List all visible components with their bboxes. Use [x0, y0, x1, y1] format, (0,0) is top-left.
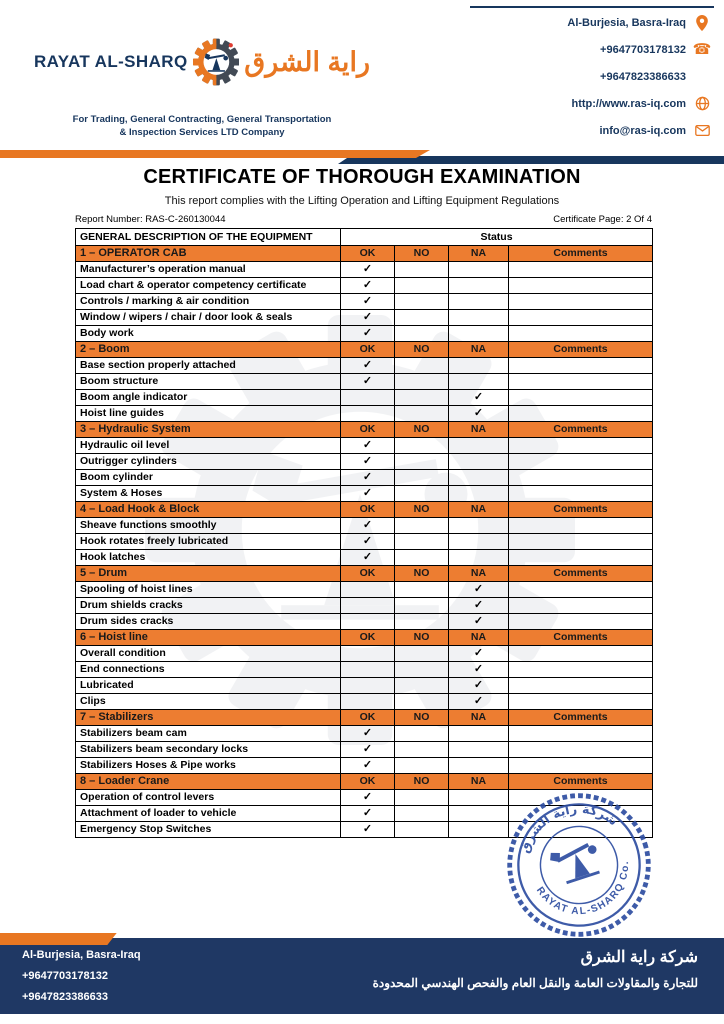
check-cell-ok: ✓ [341, 374, 395, 390]
check-cell-na [449, 470, 509, 486]
column-header-no: NO [395, 246, 449, 262]
checklist-row [76, 454, 653, 470]
checklist-row [76, 742, 653, 758]
check-cell-na [449, 310, 509, 326]
section-title: 1 – OPERATOR CAB [76, 246, 341, 262]
contact-phone-1 [470, 36, 714, 63]
column-header-no: NO [395, 342, 449, 358]
stamp-arabic-text: شركة راية الشرق [516, 800, 621, 855]
item-label: Emergency Stop Switches [76, 822, 341, 838]
check-cell-no [395, 278, 449, 294]
contact-email-text: info@ras-iq.com [599, 124, 686, 137]
checklist-row [76, 806, 653, 822]
check-cell-ok: ✓ [341, 550, 395, 566]
company-tagline [34, 113, 370, 140]
column-header-comments: Comments [509, 246, 653, 262]
company-logo-gear-icon [193, 14, 240, 110]
footer-company-arabic: شركة راية الشرق [580, 949, 698, 966]
footer-address: Al-Burjesia, Basra-Iraq [22, 949, 141, 961]
check-cell-ok: ✓ [341, 758, 395, 774]
footer-phone-2: +9647823386633 [22, 990, 108, 1003]
check-cell-ok: ✓ [341, 470, 395, 486]
contact-website [470, 90, 714, 117]
certificate-page-number: Certificate Page: 2 Of 4 [553, 214, 652, 225]
comment-cell [509, 598, 653, 614]
checklist-row [76, 662, 653, 678]
column-header-no: NO [395, 502, 449, 518]
item-label: Stabilizers beam cam [76, 726, 341, 742]
comment-cell [509, 614, 653, 630]
brand-block [34, 14, 370, 140]
comment-cell [509, 694, 653, 710]
stamp-english-text: RAYAT AL-SHARQ Co. [533, 859, 632, 918]
check-cell-ok: ✓ [341, 294, 395, 310]
check-cell-no [395, 726, 449, 742]
check-cell-no [395, 806, 449, 822]
item-label: Outrigger cylinders [76, 454, 341, 470]
comment-cell [509, 358, 653, 374]
tagline-line-2: & Inspection Services LTD Company [119, 127, 285, 139]
comment-cell [509, 454, 653, 470]
column-header-ok: OK [341, 422, 395, 438]
section-header-row [76, 342, 653, 358]
section-title: 4 – Load Hook & Block [76, 502, 341, 518]
check-cell-na [449, 454, 509, 470]
check-cell-na: ✓ [449, 678, 509, 694]
check-cell-no [395, 790, 449, 806]
comment-cell [509, 758, 653, 774]
check-cell-ok [341, 646, 395, 662]
check-cell-no [395, 374, 449, 390]
column-header-comments: Comments [509, 502, 653, 518]
check-cell-ok: ✓ [341, 358, 395, 374]
column-header-na: NA [449, 566, 509, 582]
check-cell-no [395, 326, 449, 342]
check-cell-no [395, 262, 449, 278]
column-header-ok: OK [341, 710, 395, 726]
checklist-row [76, 310, 653, 326]
item-label: Controls / marking & air condition [76, 294, 341, 310]
column-header-na: NA [449, 422, 509, 438]
location-pin-icon [690, 15, 714, 31]
item-label: Attachment of loader to vehicle [76, 806, 341, 822]
comment-cell [509, 310, 653, 326]
section-title: 2 – Boom [76, 342, 341, 358]
check-cell-ok: ✓ [341, 534, 395, 550]
footer-contact-block [22, 945, 141, 1008]
item-label: End connections [76, 662, 341, 678]
comment-cell [509, 550, 653, 566]
contacts-top-rule [470, 6, 714, 8]
check-cell-na [449, 486, 509, 502]
footer-phone-1: +9647703178132 [22, 969, 108, 982]
checklist-row [76, 262, 653, 278]
column-header-ok: OK [341, 246, 395, 262]
item-label: Spooling of hoist lines [76, 582, 341, 598]
report-meta-line [75, 214, 652, 225]
check-cell-na [449, 726, 509, 742]
check-cell-na [449, 438, 509, 454]
check-cell-no [395, 358, 449, 374]
column-header-comments: Comments [509, 710, 653, 726]
check-cell-no [395, 518, 449, 534]
check-cell-na: ✓ [449, 614, 509, 630]
section-title: 6 – Hoist line [76, 630, 341, 646]
item-label: Boom cylinder [76, 470, 341, 486]
comment-cell [509, 406, 653, 422]
section-header-row [76, 774, 653, 790]
brand-row [34, 14, 370, 110]
check-cell-no [395, 470, 449, 486]
check-cell-ok [341, 390, 395, 406]
contact-address-text: Al-Burjesia, Basra-Iraq [567, 16, 686, 29]
check-cell-na [449, 822, 509, 838]
check-cell-no [395, 454, 449, 470]
check-cell-no [395, 582, 449, 598]
check-cell-no [395, 822, 449, 838]
check-cell-no [395, 406, 449, 422]
comment-cell [509, 806, 653, 822]
page-subtitle: This report complies with the Lifting Operation and Lifting Equipment Regulations [164, 195, 560, 207]
check-cell-ok [341, 582, 395, 598]
check-cell-ok: ✓ [341, 806, 395, 822]
comment-cell [509, 518, 653, 534]
section-header-row [76, 710, 653, 726]
check-cell-na: ✓ [449, 646, 509, 662]
comment-cell [509, 390, 653, 406]
column-header-na: NA [449, 630, 509, 646]
comment-cell [509, 822, 653, 838]
tagline-line-1: For Trading, General Contracting, General Transportation [72, 114, 332, 125]
section-header-row [76, 246, 653, 262]
company-name-english: RAYAT AL-SHARQ [34, 52, 188, 71]
check-cell-no [395, 662, 449, 678]
page-title: CERTIFICATE OF THOROUGH EXAMINATION [143, 166, 581, 188]
item-label: Stabilizers beam secondary locks [76, 742, 341, 758]
comment-cell [509, 262, 653, 278]
check-cell-na [449, 534, 509, 550]
column-header-no: NO [395, 422, 449, 438]
check-cell-ok [341, 598, 395, 614]
column-header-na: NA [449, 246, 509, 262]
check-cell-na [449, 806, 509, 822]
check-cell-no [395, 614, 449, 630]
checklist-row [76, 374, 653, 390]
comment-cell [509, 326, 653, 342]
comment-cell [509, 534, 653, 550]
comment-cell [509, 646, 653, 662]
check-cell-ok: ✓ [341, 486, 395, 502]
check-cell-na [449, 262, 509, 278]
footer-arabic-block [373, 947, 698, 990]
contact-email [470, 117, 714, 144]
column-header-comments: Comments [509, 774, 653, 790]
check-cell-ok: ✓ [341, 262, 395, 278]
table-header-description: GENERAL DESCRIPTION OF THE EQUIPMENT [76, 229, 341, 246]
check-cell-ok: ✓ [341, 438, 395, 454]
item-label: Drum sides cracks [76, 614, 341, 630]
section-title: 8 – Loader Crane [76, 774, 341, 790]
check-cell-no [395, 758, 449, 774]
check-cell-ok [341, 662, 395, 678]
column-header-ok: OK [341, 630, 395, 646]
item-label: Drum shields cracks [76, 598, 341, 614]
check-cell-no [395, 646, 449, 662]
check-cell-ok [341, 694, 395, 710]
item-label: System & Hoses [76, 486, 341, 502]
svg-text:RAYAT AL-SHARQ Co. [533, 857, 644, 931]
globe-icon [690, 96, 714, 111]
item-label: Body work [76, 326, 341, 342]
check-cell-no [395, 486, 449, 502]
item-label: Base section properly attached [76, 358, 341, 374]
checklist-row [76, 438, 653, 454]
check-cell-ok: ✓ [341, 822, 395, 838]
contact-website-text: http://www.ras-iq.com [571, 97, 686, 110]
checklist-row [76, 534, 653, 550]
checklist-row [76, 486, 653, 502]
equipment-checklist-table [75, 228, 653, 838]
column-header-ok: OK [341, 566, 395, 582]
item-label: Manufacturer’s operation manual [76, 262, 341, 278]
section-title: 3 – Hydraulic System [76, 422, 341, 438]
checklist-row [76, 358, 653, 374]
check-cell-no [395, 438, 449, 454]
comment-cell [509, 790, 653, 806]
column-header-ok: OK [341, 774, 395, 790]
check-cell-ok: ✓ [341, 518, 395, 534]
report-number: Report Number: RAS-C-260130044 [75, 214, 226, 225]
checklist-row [76, 790, 653, 806]
checklist-row [76, 598, 653, 614]
check-cell-no [395, 742, 449, 758]
check-cell-no [395, 310, 449, 326]
column-header-ok: OK [341, 502, 395, 518]
check-cell-na [449, 278, 509, 294]
checklist-row [76, 822, 653, 838]
comment-cell [509, 438, 653, 454]
company-name-arabic: راية الشرق [244, 46, 370, 77]
section-header-row [76, 630, 653, 646]
checklist-row [76, 390, 653, 406]
comment-cell [509, 294, 653, 310]
checklist-row [76, 326, 653, 342]
column-header-comments: Comments [509, 630, 653, 646]
check-cell-ok: ✓ [341, 326, 395, 342]
column-header-comments: Comments [509, 342, 653, 358]
item-label: Hydraulic oil level [76, 438, 341, 454]
item-label: Sheave functions smoothly [76, 518, 341, 534]
check-cell-na [449, 550, 509, 566]
checklist-row [76, 294, 653, 310]
check-cell-na [449, 326, 509, 342]
contact-address [470, 9, 714, 36]
check-cell-ok: ✓ [341, 742, 395, 758]
contact-phone2-text: +9647823386633 [600, 70, 686, 83]
footer-description-arabic: للتجارة والمقاولات العامة والنقل العام والفحص الهندسي المحدودة [372, 976, 698, 990]
item-label: Operation of control levers [76, 790, 341, 806]
check-cell-na: ✓ [449, 694, 509, 710]
checklist-row [76, 550, 653, 566]
checklist-row [76, 470, 653, 486]
item-label: Boom structure [76, 374, 341, 390]
checklist-row [76, 518, 653, 534]
check-cell-na [449, 790, 509, 806]
contact-phone1-text: +9647703178132 [600, 43, 686, 56]
comment-cell [509, 678, 653, 694]
check-cell-na: ✓ [449, 598, 509, 614]
comment-cell [509, 486, 653, 502]
section-header-row [76, 422, 653, 438]
check-cell-ok: ✓ [341, 310, 395, 326]
check-cell-na: ✓ [449, 582, 509, 598]
checklist-row [76, 758, 653, 774]
column-header-no: NO [395, 710, 449, 726]
column-header-no: NO [395, 630, 449, 646]
comment-cell [509, 662, 653, 678]
column-header-na: NA [449, 502, 509, 518]
equipment-table-body [76, 246, 653, 838]
column-header-na: NA [449, 774, 509, 790]
check-cell-no [395, 550, 449, 566]
check-cell-ok: ✓ [341, 726, 395, 742]
table-header-row [76, 229, 653, 246]
check-cell-na [449, 742, 509, 758]
check-cell-no [395, 694, 449, 710]
item-label: Hook latches [76, 550, 341, 566]
check-cell-ok: ✓ [341, 278, 395, 294]
check-cell-na: ✓ [449, 390, 509, 406]
comment-cell [509, 278, 653, 294]
check-cell-no [395, 678, 449, 694]
check-cell-ok [341, 678, 395, 694]
column-header-na: NA [449, 342, 509, 358]
check-cell-ok: ✓ [341, 790, 395, 806]
column-header-no: NO [395, 774, 449, 790]
check-cell-na: ✓ [449, 662, 509, 678]
mail-icon [690, 125, 714, 136]
check-cell-na: ✓ [449, 406, 509, 422]
checklist-row [76, 726, 653, 742]
section-header-row [76, 502, 653, 518]
comment-cell [509, 470, 653, 486]
footer-orange-accent [0, 933, 117, 945]
checklist-row [76, 278, 653, 294]
stamp-oil-pump-icon [548, 839, 604, 887]
checklist-row [76, 406, 653, 422]
comment-cell [509, 726, 653, 742]
section-title: 7 – Stabilizers [76, 710, 341, 726]
item-label: Overall condition [76, 646, 341, 662]
check-cell-na [449, 758, 509, 774]
check-cell-na [449, 294, 509, 310]
column-header-no: NO [395, 566, 449, 582]
logo-red-dot [228, 43, 232, 47]
checklist-row [76, 582, 653, 598]
item-label: Boom angle indicator [76, 390, 341, 406]
column-header-na: NA [449, 710, 509, 726]
item-label: Hoist line guides [76, 406, 341, 422]
column-header-comments: Comments [509, 422, 653, 438]
footer [0, 938, 724, 1014]
comment-cell [509, 742, 653, 758]
checklist-row [76, 694, 653, 710]
item-label: Load chart & operator competency certificate [76, 278, 341, 294]
check-cell-na [449, 374, 509, 390]
item-label: Window / wipers / chair / door look & seals [76, 310, 341, 326]
item-label: Clips [76, 694, 341, 710]
check-cell-ok [341, 614, 395, 630]
section-title: 5 – Drum [76, 566, 341, 582]
checklist-row [76, 678, 653, 694]
check-cell-no [395, 534, 449, 550]
header-divider-orange [0, 150, 430, 158]
check-cell-no [395, 390, 449, 406]
column-header-ok: OK [341, 342, 395, 358]
check-cell-na [449, 358, 509, 374]
item-label: Lubricated [76, 678, 341, 694]
check-cell-no [395, 294, 449, 310]
check-cell-ok [341, 406, 395, 422]
check-cell-no [395, 598, 449, 614]
checklist-row [76, 614, 653, 630]
check-cell-ok: ✓ [341, 454, 395, 470]
table-header-status: Status [341, 229, 653, 246]
column-header-comments: Comments [509, 566, 653, 582]
contact-phone-2 [470, 63, 714, 90]
comment-cell [509, 582, 653, 598]
comment-cell [509, 374, 653, 390]
contact-block [470, 6, 714, 144]
phone-icon: ☎ [692, 41, 712, 58]
section-header-row [76, 566, 653, 582]
item-label: Stabilizers Hoses & Pipe works [76, 758, 341, 774]
item-label: Hook rotates freely lubricated [76, 534, 341, 550]
check-cell-na [449, 518, 509, 534]
checklist-row [76, 646, 653, 662]
